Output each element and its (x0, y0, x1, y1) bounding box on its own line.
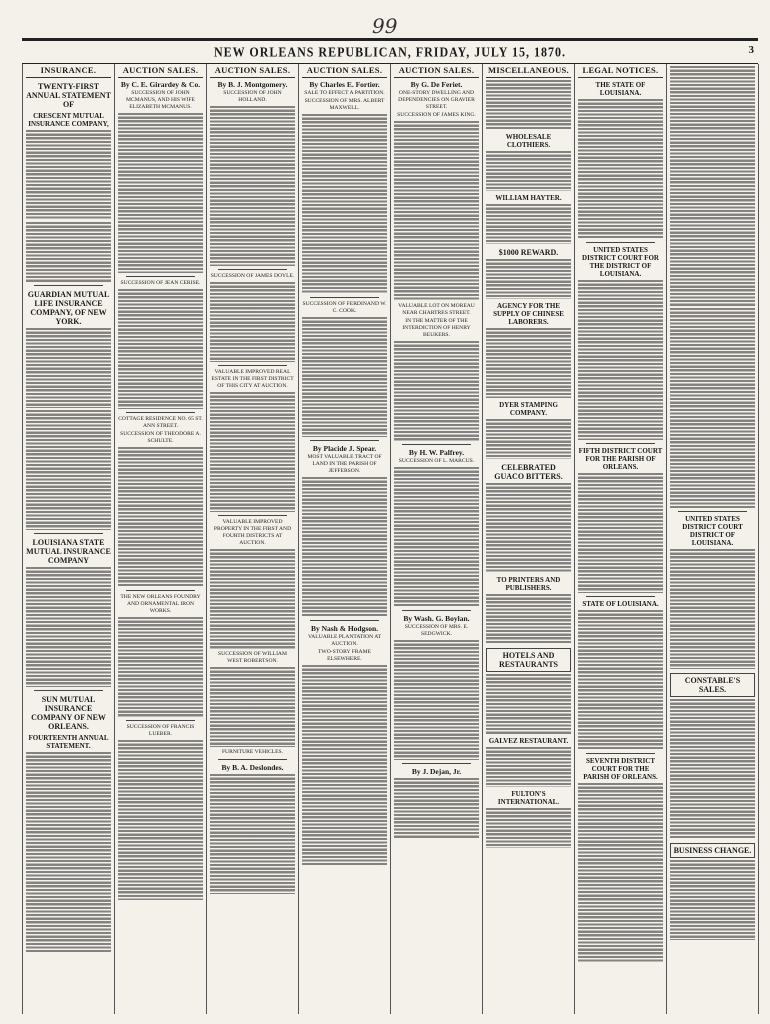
ad-heading: GUARDIAN MUTUAL LIFE INSURANCE COMPANY, OF NEW YORK. (27, 290, 110, 326)
auctioneer-byline: By Nash & Hodgson. (310, 624, 379, 633)
body-text (486, 483, 571, 573)
ad-heading: SUCCESSION OF WILLIAM WEST ROBERTSON. (218, 651, 287, 664)
body-text (578, 280, 663, 440)
column-header: INSURANCE. (26, 64, 111, 78)
body-text (118, 113, 203, 273)
handwritten-page-note: 99 (372, 14, 398, 38)
ad-heading: DYER STAMPING COMPANY. (499, 401, 558, 417)
body-text (394, 778, 479, 838)
ad-heading: MOST VALUABLE TRACT OF LAND IN THE PARISH OF JEFFERSON. (307, 454, 382, 474)
ad-heading: UNITED STATES DISTRICT COURT FOR THE DISTRICT OF LOUISIANA. (582, 246, 659, 278)
ad-heading: SUN MUTUAL INSURANCE COMPANY OF NEW ORLEANS. (31, 695, 106, 731)
auctioneer-byline: By Placide J. Spear. (312, 444, 377, 453)
auctioneer-byline: By J. Dejan, Jr. (411, 767, 462, 776)
body-text (670, 860, 755, 940)
body-text (486, 151, 571, 191)
auctioneer-byline: By Charles E. Fortier. (309, 80, 380, 89)
section-heading: CONSTABLE'S SALES. (670, 673, 755, 697)
column-header: AUCTION SALES. (118, 64, 203, 78)
page-number: 3 (748, 44, 754, 56)
ad-heading: VALUABLE LOT ON MOREAU NEAR CHARTRES STREET. (398, 303, 475, 316)
ad-heading: GALVEZ RESTAURANT. (488, 737, 569, 745)
ad-heading: AGENCY FOR THE SUPPLY OF CHINESE LABORERS. (493, 302, 564, 326)
column-header: AUCTION SALES. (302, 64, 387, 78)
ad-heading: FIFTH DISTRICT COURT FOR THE PARISH OF ORLEANS. (578, 447, 663, 471)
ad-heading: CELEBRATED GUACO BITTERS. (494, 463, 563, 481)
auctioneer-byline: By G. De Feriet. (410, 80, 463, 89)
body-text (302, 477, 387, 617)
body-text (578, 610, 663, 750)
column-miscellaneous (483, 64, 575, 1014)
body-text (118, 289, 203, 409)
ad-heading: SUCCESSION OF MRS. ALBERT MAXWELL. (304, 98, 385, 111)
section-heading: BUSINESS CHANGE. (670, 843, 755, 858)
body-text (486, 204, 571, 244)
body-text (394, 467, 479, 607)
column-auction-girardey (115, 64, 207, 1014)
body-text (578, 99, 663, 239)
ad-heading: VALUABLE IMPROVED PROPERTY IN THE FIRST AND FOURTH DISTRICTS AT AUCTION. (213, 519, 292, 546)
body-text (394, 640, 479, 760)
ad-heading: SUCCESSION OF L. MARCUS. (398, 458, 475, 464)
ad-heading: FULTON'S INTERNATIONAL. (497, 790, 560, 806)
ad-heading: SUCCESSION OF JAMES KING. (397, 112, 476, 118)
body-text (210, 282, 295, 362)
body-text (118, 447, 203, 587)
body-text (486, 328, 571, 398)
body-text (670, 66, 755, 306)
body-text (210, 106, 295, 266)
auctioneer-byline: By B. A. Deslondes. (221, 763, 284, 772)
column-constables-sales (667, 64, 759, 1014)
auctioneer-byline: By Wash. G. Boylan. (403, 614, 470, 623)
ad-heading: CRESCENT MUTUAL INSURANCE COMPANY, (28, 112, 109, 128)
body-text (210, 667, 295, 747)
ad-heading: SUCCESSION OF FERDINAND W. C. COOK. (302, 301, 387, 314)
auctioneer-byline: By C. E. Girardey & Co. (120, 80, 201, 89)
section-heading: HOTELS AND RESTAURANTS (486, 648, 571, 672)
ad-heading: SUCCESSION OF MRS. E. SEDGWICK. (404, 624, 469, 637)
column-legal-notices (575, 64, 667, 1014)
ad-heading: SUCCESSION OF THEODORE A. SCHULTE. (120, 431, 201, 444)
ad-heading: SUCCESSION OF FRANCIS LUEBER. (126, 724, 195, 737)
column-header: AUCTION SALES. (394, 64, 479, 78)
body-text (578, 783, 663, 963)
body-text (26, 567, 111, 687)
column-header: LEGAL NOTICES. (578, 64, 663, 78)
ad-heading: FURNITURE VEHICLES. (221, 749, 284, 755)
body-text (210, 392, 295, 512)
column-header: AUCTION SALES. (210, 64, 295, 78)
column-insurance (23, 64, 115, 1014)
masthead-title: NEW ORLEANS REPUBLICAN, FRIDAY, JULY 15, 1870. (213, 43, 567, 60)
ad-heading: $1000 REWARD. (498, 248, 559, 257)
body-text (486, 594, 571, 644)
ad-heading: THE NEW ORLEANS FOUNDRY AND ORNAMENTAL IRON WORKS. (120, 594, 201, 614)
body-text (26, 752, 111, 952)
ad-heading: FOURTEENTH ANNUAL STATEMENT. (28, 734, 109, 750)
ad-heading: TWENTY-FIRST ANNUAL STATEMENT OF (26, 82, 111, 109)
body-text (118, 740, 203, 900)
body-text (486, 259, 571, 299)
body-text (394, 121, 479, 301)
body-text (486, 80, 571, 130)
auctioneer-byline: By B. J. Montgomery. (217, 80, 288, 89)
body-text (210, 549, 295, 649)
body-text (302, 317, 387, 437)
ad-heading: SUCCESSION OF JOHN MCMANUS, AND HIS WIFE ELIZABETH MCMANUS. (126, 90, 195, 110)
body-text (486, 419, 571, 459)
ad-heading: LOUISIANA STATE MUTUAL INSURANCE COMPANY (26, 538, 111, 565)
body-text (210, 774, 295, 894)
column-header: MISCELLANEOUS. (486, 64, 571, 78)
ad-heading: VALUABLE PLANTATION AT AUCTION. (307, 634, 382, 647)
ad-heading: WILLIAM HAYTER. (495, 194, 562, 202)
body-text (670, 549, 755, 669)
body-text (486, 747, 571, 787)
newspaper-columns (22, 64, 759, 1014)
body-text (670, 699, 755, 839)
body-text (26, 328, 111, 408)
ad-heading: ONE-STORY DWELLING AND DEPENDENCIES ON GRAVIER STREET. (398, 90, 475, 110)
column-auction-montgomery (207, 64, 299, 1014)
ad-heading: SUCCESSION OF JOHN HOLLAND. (223, 90, 282, 103)
column-auction-deferiet (391, 64, 483, 1014)
body-text (302, 665, 387, 865)
ad-heading: VALUABLE IMPROVED REAL ESTATE IN THE FIRST DISTRICT OF THIS CITY AT AUCTION. (211, 369, 294, 389)
body-text (118, 617, 203, 717)
body-text (302, 114, 387, 294)
ad-heading: SUCCESSION OF JEAN CERISE. (120, 280, 201, 286)
masthead (22, 38, 758, 64)
ad-heading: UNITED STATES DISTRICT COURT DISTRICT OF LOUISIANA. (682, 515, 743, 547)
body-text (486, 674, 571, 734)
ad-heading: SALE TO EFFECT A PARTITION. (304, 90, 385, 96)
body-text (394, 341, 479, 441)
ad-heading: SUCCESSION OF JAMES DOYLE. (210, 273, 295, 279)
ad-heading: COTTAGE RESIDENCE NO. 65 ST. ANN STREET. (118, 416, 203, 429)
body-text (486, 808, 571, 848)
body-text (26, 410, 111, 530)
ad-heading: SEVENTH DISTRICT COURT FOR THE PARISH OF ORLEANS. (583, 757, 658, 781)
ad-heading: IN THE MATTER OF THE INTERDICTION OF HENRY BEUKERS. (402, 318, 471, 338)
ad-heading: WHOLESALE CLOTHIERS. (505, 133, 552, 149)
body-text (578, 473, 663, 593)
body-text (26, 222, 111, 282)
ad-heading: TWO-STORY FRAME ELSEWHERE. (318, 649, 371, 662)
ad-heading: STATE OF LOUISIANA. (582, 600, 659, 608)
body-text (670, 308, 755, 508)
ad-heading: TO PRINTERS AND PUBLISHERS. (496, 576, 561, 592)
body-text (26, 130, 111, 220)
ad-heading: THE STATE OF LOUISIANA. (595, 81, 646, 97)
auctioneer-byline: By H. W. Palfrey. (408, 448, 465, 457)
column-auction-fortier (299, 64, 391, 1014)
